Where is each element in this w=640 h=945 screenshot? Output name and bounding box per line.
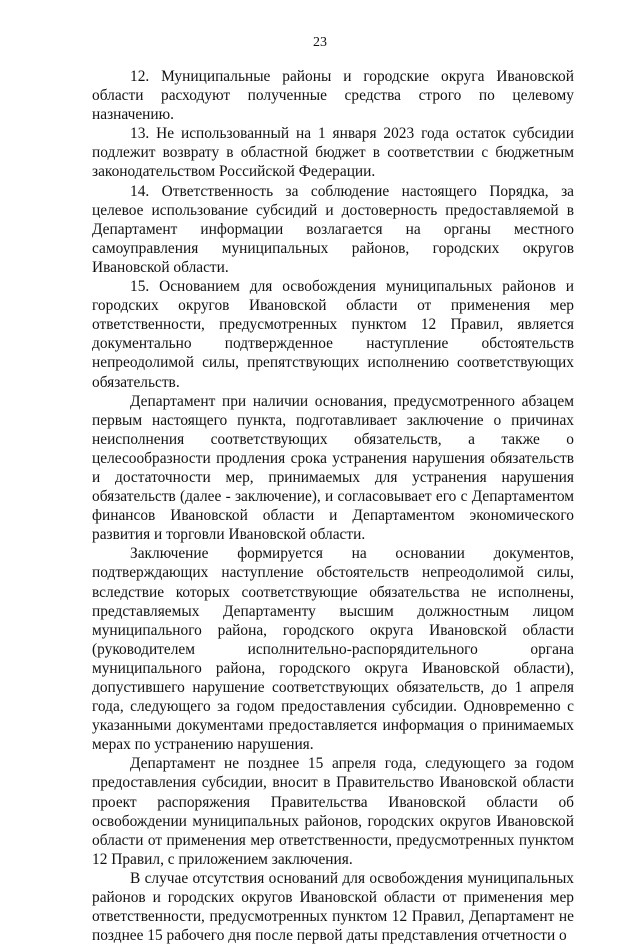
document-body [92,67,574,945]
paragraph-item-14: 14. Ответственность за соблюдение настоящего Порядка, за целевое использование субсидий и достоверность предоставляемой в Департамент информации возлагается на органы местного самоуправления муниципальных районов, городских округов Ивановской области. [92,182,574,276]
paragraph-item-15: 15. Основанием для освобождения муниципальных районов и городских округов Ивановской области от применения мер ответственности, предусмотренных пунктом 12 Правил, является документально подтвержденное наступление обстоятельств непреодолимой силы, препятствующих исполнению соответствующих обязательств. [92,278,574,391]
paragraph-conclusion-basis: Заключение формируется на основании документов, подтверждающих наступление обстоятельств непреодолимой силы, вследствие которых соответствующие обязательства не исполнены, представляемых Департаменту высшим должностным лицом муниципального района, городского округа Ивановской области (руководителем исполнительно-распорядительного органа муниципального района, городского округа Ивановской области), допустившего нарушение соответствующих обязательств, до 1 апреля года, следующего за годом предоставления субсидии. Одновременно с указанными документами предоставляется информация о принимаемых мерах по устранению нарушения. [92,545,574,754]
paragraph-draft-order: Департамент не позднее 15 апреля года, следующего за годом предоставления субсидии, вносит в Правительство Ивановской области проект распоряжения Правительства Ивановской области об освобождении муниципальных районов, городских округов Ивановской области от применения мер ответственности, предусмотренных пунктом 12 Правил, с приложением заключения. [92,755,574,868]
paragraph-item-12: 12. Муниципальные районы и городские округа Ивановской области расходуют полученные средства строго по целевому назначению. [92,68,574,124]
paragraph-item-13: 13. Не использованный на 1 января 2023 года остаток субсидии подлежит возврату в областной бюджет в соответствии с бюджетным законодательством Российской Федерации. [92,125,574,181]
page-number: 23 [313,35,327,50]
paragraph-conclusion-preparation: Департамент при наличии основания, предусмотренного абзацем первым настоящего пункта, подготавливает заключение о причинах неисполнения соответствующих обязательств, а также о целесообразности продления срока устранения нарушения обязательств и достаточности мер, принимаемых для устранения нарушения обязательств (далее - заключение), и согласовывает его с Департаментом финансов Ивановской области и Департаментом экономического развития и торговли Ивановской области. [92,392,574,544]
paragraph-no-grounds: В случае отсутствия оснований для освобождения муниципальных районов и городских округов Ивановской области от применения мер ответственности, предусмотренных пунктом 12 Правил, Департамент не позднее 15 рабочего дня после первой даты представления отчетности о [92,869,574,945]
